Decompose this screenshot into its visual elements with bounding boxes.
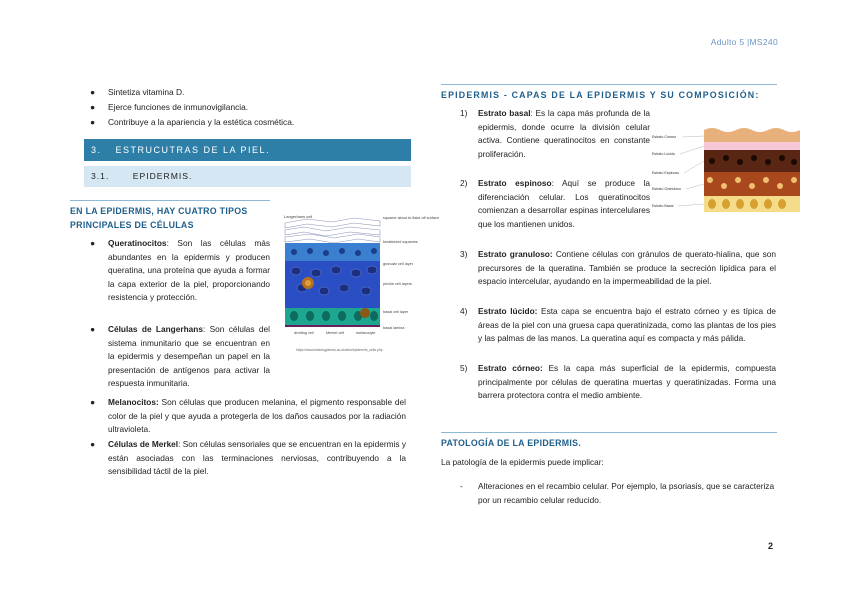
figure-label: squame about to flake off surface	[383, 216, 440, 220]
layer-name: Estrato granuloso:	[478, 249, 553, 259]
strata-label: Estrato Espinoso	[652, 171, 680, 175]
cell-item-langerhans: ● Células de Langerhans: Son células del sistema inmunitario que se encuentran en la epidermis y desempeñan un papel en la presentación de antígenos para activar la respuesta inmunitaria.	[90, 324, 270, 389]
layer-number: 3)	[460, 249, 468, 259]
strata-label: Estrato Basal	[652, 204, 674, 208]
strata-label: Estrato Lúcido	[652, 152, 675, 156]
layer-name: Estrato espinoso	[478, 178, 552, 188]
cell-types-heading-line1: EN LA EPIDERMIS, HAY CUATRO TIPOS	[70, 206, 248, 216]
layer-item-granuloso	[460, 248, 776, 289]
figure-label: granular cell layer	[383, 262, 413, 266]
layers-heading: EPIDERMIS - CAPAS DE LA EPIDERMIS Y SU COMPOSICIÓN:	[441, 90, 760, 100]
cell-name: Células de Langerhans	[108, 324, 203, 334]
layer-description: Es la capa más superficial de la epidermis, compuesta principalmente por células de queratina muertas y queratinizadas. Forma una barrera protectora contra el medio ambiente.	[478, 363, 776, 401]
cell-description: : Son células del sistema inmunitario que se encuentran en la epidermis y desempeñan un papel en la presentación de antígenos para activar la respuesta inmunitaria.	[108, 324, 270, 389]
layer-item-corneo	[460, 362, 776, 403]
layer-item-lucido	[460, 305, 776, 346]
figure-label: dividing cell	[294, 331, 314, 335]
layer-name: Estrato córneo:	[478, 363, 543, 373]
figure-label: basal lamina	[383, 326, 405, 330]
cell-description: Son células que producen melanina, el pigmento responsable del color de la piel y que ayuda a protegerla de los daños causados por la radiación ultravioleta.	[108, 397, 406, 435]
bullet-text: Sintetiza vitamina D.	[108, 87, 185, 97]
layer-name: Estrato lúcido:	[478, 306, 538, 316]
cell-name: Queratinocitos	[108, 238, 167, 248]
figure-label: Merkel cell	[326, 331, 345, 335]
layer-number: 1)	[460, 108, 468, 118]
layer-item-espinoso	[460, 177, 651, 231]
heading-rule	[70, 200, 270, 201]
bullet-text: Contribuye a la apariencia y la estética cosmética.	[108, 117, 295, 127]
section-title: ESTRUCUTRAS DE LA PIEL.	[115, 145, 271, 155]
layer-name: Estrato basal	[478, 108, 531, 118]
bullet-item: ● Ejerce funciones de inmunovigilancia.	[90, 102, 249, 112]
cell-types-heading-line2: PRINCIPALES DE CÉLULAS	[70, 220, 194, 230]
layer-description: Contiene células con gránulos de querato-hialina, que son precursores de la queratina. También se produce la secreción lipídica para el espacio intercelular, ayudando en la impermeabilidad de la piel.	[478, 249, 776, 287]
pathology-dash: -	[460, 481, 463, 491]
layer-item-basal	[460, 107, 651, 161]
subsection-heading	[84, 166, 411, 187]
cell-description: : Son células sensoriales que se encuentran en la epidermis y están asociadas con las terminaciones nerviosas, contribuyendo a la sensibilidad táctil de la piel.	[108, 439, 406, 477]
layer-description: : Aquí se produce la diferenciación celular. Los queratinocitos comienzan a desarrollar espinas intercelulares que los mantienen unidos.	[478, 178, 651, 229]
figure-label: prickle cell layers	[383, 282, 412, 286]
figure-source: https://www.histologyleeds.ac.uk/skin/epidermis_cells.php	[296, 348, 383, 352]
pathology-text: Alteraciones en el recambio celular. Por ejemplo, la psoriasis, que se caracteriza por un recambio celular reducido.	[478, 481, 775, 505]
subsection-number: 3.1.	[91, 171, 110, 181]
layer-description: : Es la capa más profunda de la epidermis, donde ocurre la división celular activa. Contiene queratinocitos en constante proliferación.	[478, 108, 651, 159]
cell-name: Células de Merkel	[108, 439, 179, 449]
cell-description: : Son las células más abundantes en la epidermis y producen queratina, una proteína que ayuda a formar la capa exterior de la piel, proporcionando resistencia y protección.	[108, 238, 270, 303]
section-number: 3.	[91, 145, 102, 155]
layer-description: Esta capa se encuentra bajo el estrato córneo y es típica de áreas de la piel con una gruesa capa queratinizada, como las plantas de los pies y las palmas de las manos. La queratina aquí es compacta y más pálida.	[478, 306, 776, 344]
document-header: Adulto 5 |MS240	[710, 37, 778, 47]
cell-types-heading	[70, 204, 248, 232]
bullet-item: ● Contribuye a la apariencia y la estética cosmética.	[90, 117, 295, 127]
pathology-heading: PATOLOGÍA DE LA EPIDERMIS.	[441, 438, 582, 448]
pathology-intro: La patología de la epidermis puede implicar:	[441, 457, 604, 467]
strata-label: Estrato Granuloso	[652, 187, 681, 191]
layer-number: 4)	[460, 306, 468, 316]
cell-item-queratinocitos: ● Queratinocitos: Son las células más abundantes en la epidermis y producen queratina, una proteína que ayuda a formar la capa exterior de la piel, proporcionando resistencia y protección.	[90, 238, 270, 303]
cell-item-melanocitos: ● Melanocitos: Son células que producen melanina, el pigmento responsable del color de la piel y que ayuda a protegerla de los daños causados por la radiación ultravioleta.	[90, 397, 406, 435]
pathology-item	[460, 480, 776, 507]
bullet-item: ● Sintetiza vitamina D.	[90, 87, 185, 97]
figure-label: basal cell layer	[383, 310, 409, 314]
heading-rule	[441, 84, 777, 85]
bullet-text: Ejerce funciones de inmunovigilancia.	[108, 102, 249, 112]
page-number: 2	[768, 541, 774, 551]
epidermis-cells-figure	[282, 213, 440, 355]
cell-item-merkel: ● Células de Merkel: Son células sensoriales que se encuentran en la epidermis y están asociadas con las terminaciones nerviosas, contribuyendo a la sensibilidad táctil de la piel.	[90, 439, 406, 477]
figure-label: keratinized squames	[383, 240, 418, 244]
layer-number: 2)	[460, 178, 468, 188]
cell-name: Melanocitos:	[108, 397, 159, 407]
subsection-title: EPIDERMIS.	[132, 171, 193, 181]
figure-label: Langerhans cell	[284, 214, 313, 219]
strata-figure	[652, 126, 800, 214]
strata-label: Estrato Córneo	[652, 135, 677, 139]
section-heading	[84, 139, 411, 161]
figure-label: melanocyte	[356, 331, 376, 335]
layer-number: 5)	[460, 363, 468, 373]
heading-rule	[441, 432, 777, 433]
